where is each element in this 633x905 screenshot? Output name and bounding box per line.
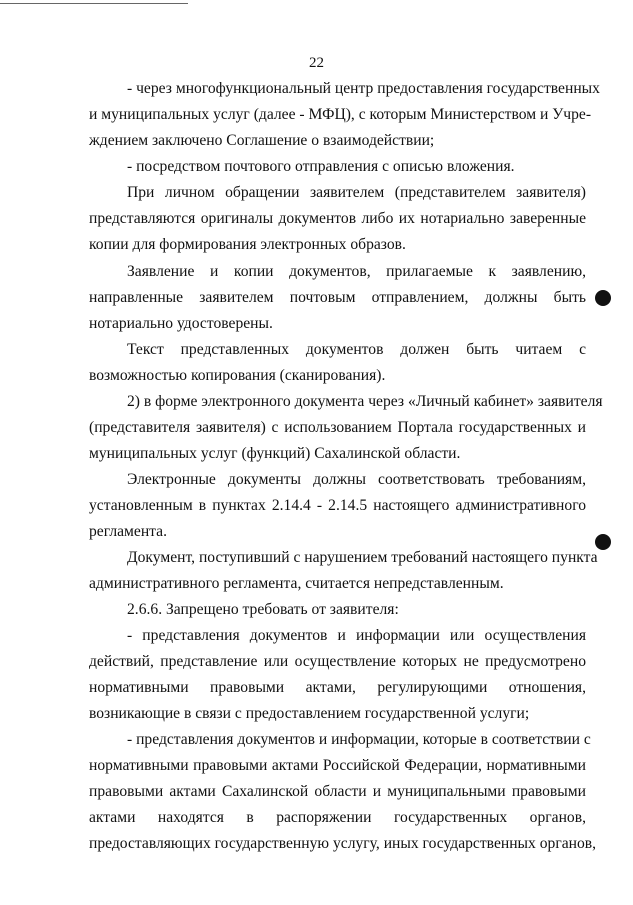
text-line: возникающие в связи с предоставлением государственной услуги; <box>89 705 530 722</box>
text-line: Текст представленных документов должен быть читаем с <box>127 341 586 358</box>
text-line: (представителя заявителя) с использованием Портала государственных и <box>89 419 586 436</box>
text-line: муниципальных услуг (функций) Сахалинской области. <box>89 445 461 462</box>
text-line: регламента. <box>89 523 167 540</box>
text-line: предоставляющих государственную услугу, иных государственных органов, <box>89 835 597 852</box>
text-line: - посредством почтового отправления с описью вложения. <box>127 158 515 175</box>
top-edge-rule <box>0 3 188 4</box>
text-line: административного регламента, считается непредставленным. <box>89 575 504 592</box>
text-line: - через многофункциональный центр предоставления государственных <box>127 80 600 97</box>
text-line: нотариально удостоверены. <box>89 315 273 332</box>
binding-hole-mark <box>595 290 611 306</box>
text-line: нормативными правовыми актами, регулирующими отношения, <box>89 679 586 696</box>
text-line: действий, представление или осуществление которых не предусмотрено <box>89 653 586 670</box>
text-line: представляются оригиналы документов либо их нотариально заверенные <box>89 210 586 227</box>
text-line: актами находятся в распоряжении государственных органов, <box>89 809 586 826</box>
text-line: направленные заявителем почтовым отправлением, должны быть <box>89 289 586 306</box>
text-line: правовыми актами Сахалинской области и муниципальными правовыми <box>89 783 586 800</box>
text-line: ждением заключено Соглашение о взаимодействии; <box>89 132 435 149</box>
text-line: возможностью копирования (сканирования). <box>89 367 386 384</box>
text-line: При личном обращении заявителем (представителем заявителя) <box>127 184 586 201</box>
text-line: Документ, поступивший с нарушением требований настоящего пункта <box>127 549 598 566</box>
text-line: - представления документов и информации, которые в соответствии с <box>127 731 591 748</box>
text-line: установленным в пунктах 2.14.4 - 2.14.5 настоящего административного <box>89 497 586 514</box>
text-line: - представления документов и информации или осуществления <box>127 627 586 644</box>
text-line: и муниципальных услуг (далее - МФЦ), с которым Министерством и Учре- <box>89 106 592 123</box>
text-line: 2) в форме электронного документа через «Личный кабинет» заявителя <box>127 393 603 410</box>
binding-hole-mark <box>595 534 611 550</box>
text-line: 2.6.6. Запрещено требовать от заявителя: <box>127 601 399 618</box>
text-line: нормативными правовыми актами Российской Федерации, нормативными <box>89 757 586 774</box>
text-line: Электронные документы должны соответствовать требованиям, <box>127 471 586 488</box>
text-line: копии для формирования электронных образов. <box>89 236 406 253</box>
page-number: 22 <box>309 55 324 71</box>
text-line: Заявление и копии документов, прилагаемые к заявлению, <box>127 263 586 280</box>
